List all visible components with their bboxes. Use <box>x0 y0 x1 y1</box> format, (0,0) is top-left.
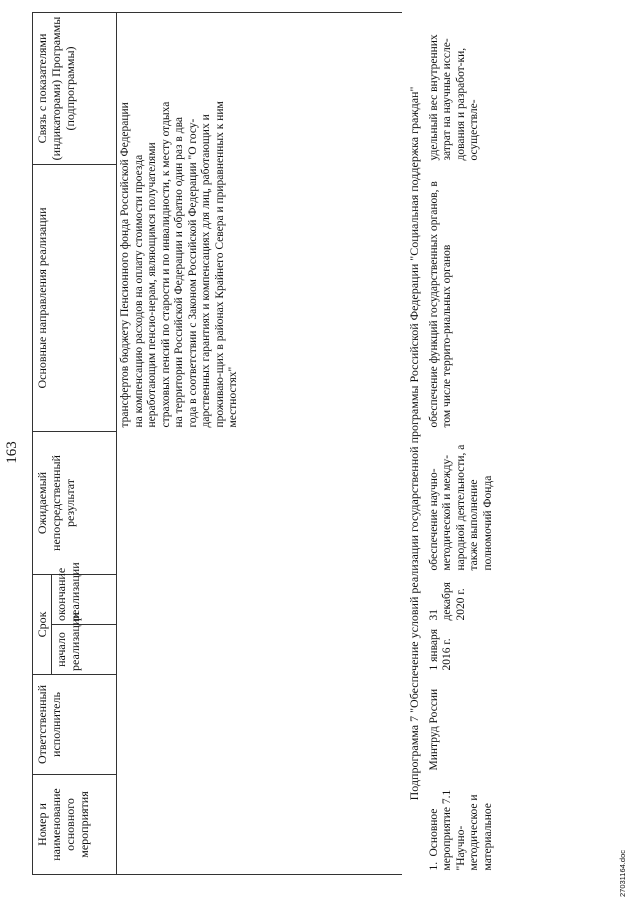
row-number: 1. <box>427 861 440 871</box>
header-row-top <box>33 13 52 875</box>
continuation-directions: трансфертов бюджету Пенсионного фонда Российской Федерации на компенсацию расходов на оплату стоимости проезда неработающим пенсио-нерам, являющимся получателями страховых пенсий по старости и по инвалидности, к месту отдыха на территории Российской Федерации и обратно один раз в два года в соответствии с Законом Российской Федерации "О госу-дарственных гарантиях и компенсациях для лиц, работающих и проживаю-щих в районах Крайнего Севера и приравненных к ним местностях" <box>119 101 239 428</box>
header-number-name: Номер и наименование основного мероприятия <box>33 775 117 875</box>
header-indicators: Связь с показателями (индикаторами) Программы (подпрограммы) <box>33 13 117 165</box>
header-result: Ожидаемый непосредственный результат <box>33 432 117 575</box>
continuation-row <box>117 13 402 875</box>
row-executor: Минтруд России <box>427 688 440 771</box>
table-row <box>426 13 632 875</box>
row-result: обеспечение научно-методической и между-народной деятельности, а также выполнение полномочий Фонда <box>427 444 494 571</box>
measures-table <box>32 12 632 875</box>
row-number-name <box>426 775 632 875</box>
subprogram-row <box>402 13 426 875</box>
row-name: Основное мероприятие 7.1 "Научно-методическое и материальное <box>427 789 494 871</box>
header-end: окончание реализации <box>52 575 117 625</box>
document-code: 27031164.doc <box>618 850 627 897</box>
header-term: Срок <box>33 575 52 675</box>
header-start: начало реализации <box>52 625 117 675</box>
header-directions: Основные направления реализации <box>33 165 117 432</box>
page-number: 163 <box>4 441 20 464</box>
row-end: 31 декабря 2020 г. <box>427 582 467 621</box>
row-directions: обеспечение функций государственных органов, в том числе террито-риальных органов <box>427 181 453 428</box>
header-executor: Ответственный исполнитель <box>33 675 117 775</box>
row-start: 1 января 2016 г. <box>427 629 453 671</box>
row-indicators: удельный вес внутренних затрат на научные иссле-дования и разработ-ки, осуществле- <box>427 34 480 161</box>
subprogram-title: Подпрограмма 7 "Обеспечение условий реализации государственной программы Российской Федерации "Социальная поддержка граждан" <box>406 86 421 801</box>
